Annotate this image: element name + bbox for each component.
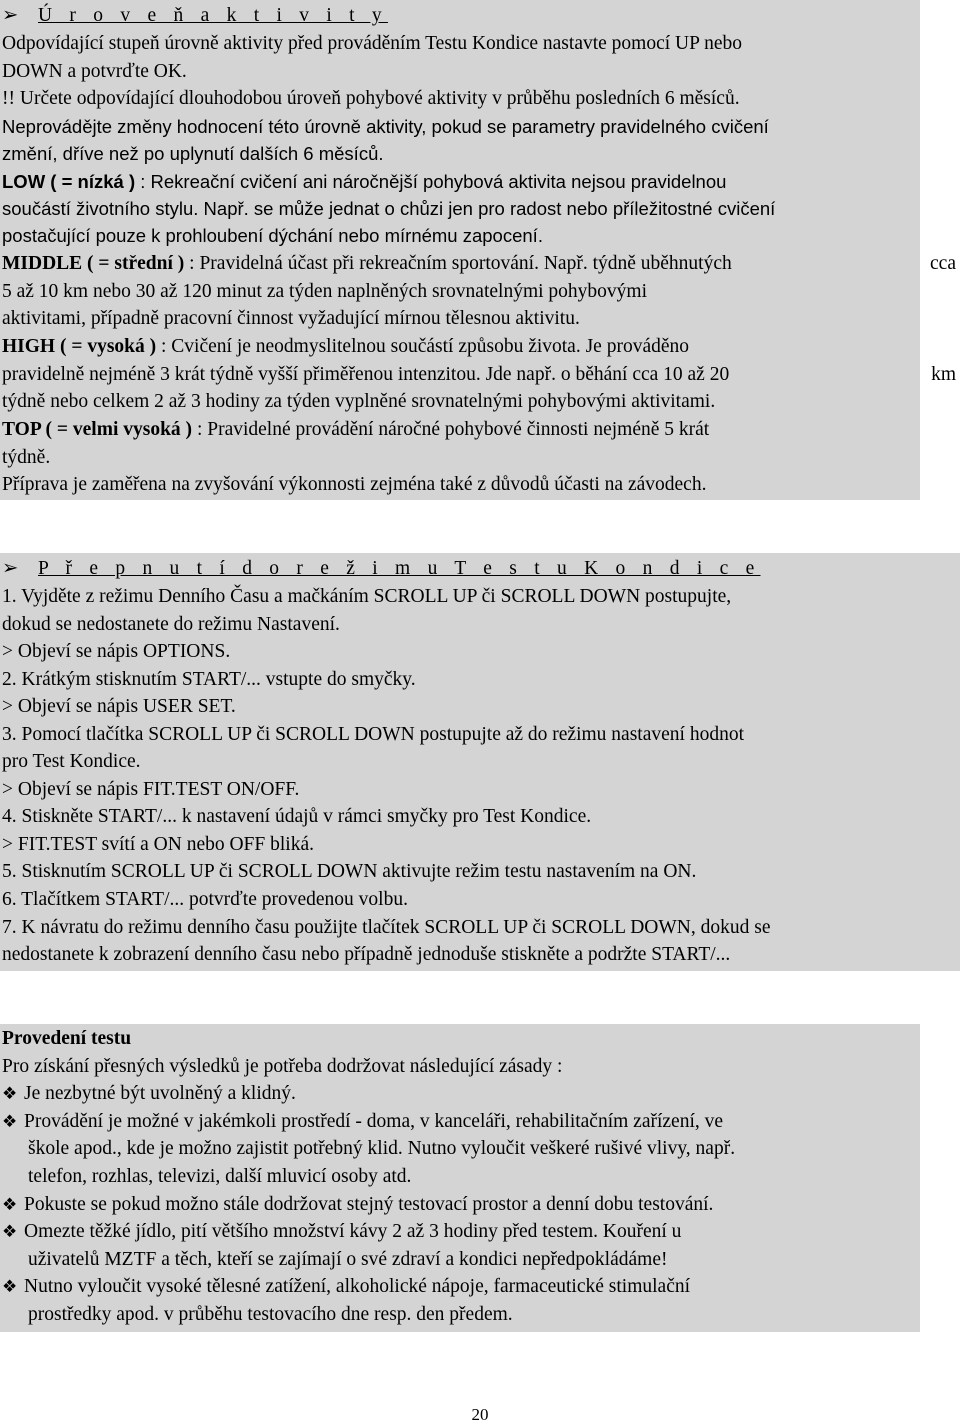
list-item-continuation: telefon, rozhlas, televizi, další mluvicí osoby atd.	[28, 1166, 412, 1187]
diamond-bullet-icon: ❖	[2, 1222, 18, 1241]
text-line: součástí životního stylu. Např. se může jednat o chůzi jen pro radost nebo příležitostné cvičení	[2, 198, 776, 219]
diamond-bullet-icon: ❖	[2, 1084, 18, 1103]
section-heading-activity: ➢ Ú r o v e ň a k t i v i t y	[2, 2, 388, 30]
list-item-continuation: prostředky apod. v průběhu testovacího dne resp. den předem.	[28, 1304, 513, 1325]
step-line: > Objeví se nápis FIT.TEST ON/OFF.	[2, 779, 300, 800]
page-number: 20	[471, 1405, 489, 1424]
level-low: LOW ( = nízká ) : Rekreační cvičení ani náročnější pohybová aktivita nejsou pravidelnou	[2, 171, 727, 192]
diamond-bullet-icon: ❖	[2, 1277, 18, 1296]
list-item-continuation: škole apod., kde je možno zajistit potřebný klid. Nutno vyloučit veškeré rušivé vlivy, např.	[28, 1138, 736, 1159]
level-low-label: LOW ( = nízká )	[2, 171, 136, 192]
text-line: Pro získání přesných výsledků je potřeba dodržovat následující zásady :	[2, 1056, 563, 1077]
arrow-bullet-icon: ➢	[2, 558, 19, 579]
level-top: TOP ( = velmi vysoká ) : Pravidelné provádění náročné pohybové činnosti nejméně 5 krát	[2, 419, 710, 440]
list-item: ❖ Pokuste se pokud možno stále dodržovat stejný testovací prostor a denní dobu testování.	[2, 1191, 713, 1219]
step-line: 6. Tlačítkem START/... potvrďte provedenou volbu.	[2, 889, 408, 910]
step-line: > FIT.TEST svítí a ON nebo OFF bliká.	[2, 834, 314, 855]
diamond-bullet-icon: ❖	[2, 1112, 18, 1131]
step-line: 2. Krátkým stisknutím START/... vstupte do smyčky.	[2, 669, 416, 690]
section-heading-switch: ➢ P ř e p n u t í d o r e ž i m u T e s t u K o n d i c e	[2, 555, 761, 583]
step-line: 3. Pomocí tlačítka SCROLL UP či SCROLL DOWN postupujte až do režimu nastavení hodnot	[2, 724, 744, 745]
level-high-label: HIGH ( = vysoká )	[2, 336, 157, 357]
section-test-procedure	[0, 1024, 920, 1332]
diamond-bullet-icon: ❖	[2, 1195, 18, 1214]
section-heading-procedure: Provedení testu	[2, 1028, 132, 1049]
text-line: DOWN a potvrďte OK.	[2, 61, 187, 82]
level-high: HIGH ( = vysoká ) : Cvičení je neodmyslitelnou součástí způsobu života. Je prováděno	[2, 336, 690, 357]
list-item: ❖ Je nezbytné být uvolněný a klidný.	[2, 1080, 296, 1108]
level-middle: MIDDLE ( = střední ) : Pravidelná účast při rekreačním sportování. Např. týdně uběhnutých	[2, 253, 732, 274]
text-line: týdně nebo celkem 2 až 3 hodiny za týden vyplněné srovnatelnými pohybovými aktivitami.	[2, 391, 716, 412]
text-line: postačující pouze k prohloubení dýchání nebo mírnému zapocení.	[2, 225, 543, 246]
note-line: Neprovádějte změny hodnocení této úrovně aktivity, pokud se parametry pravidelného cvičení	[2, 116, 769, 137]
overflow-word-km: km	[931, 364, 956, 385]
step-line: 7. K návratu do režimu denního času použijte tlačítek SCROLL UP či SCROLL DOWN, dokud se	[2, 917, 771, 938]
list-item-continuation: uživatelů MZTF a těch, kteří se zajímají o své zdraví a kondici nepředpokládáme!	[28, 1249, 668, 1270]
list-item: ❖ Omezte těžké jídlo, pití většího množství kávy 2 až 3 hodiny před testem. Kouření u	[2, 1218, 681, 1246]
text-line: pravidelně nejméně 3 krát týdně vyšší přiměřenou intenzitou. Jde např. o běhání cca 10 až 20	[2, 364, 730, 385]
section-activity-level	[0, 0, 920, 500]
level-top-label: TOP ( = velmi vysoká )	[2, 419, 193, 440]
warning-line: !! Určete odpovídající dlouhodobou úroveň pohybové aktivity v průběhu posledních 6 měsíců.	[2, 88, 740, 109]
level-middle-label: MIDDLE ( = střední )	[2, 253, 185, 274]
text-line: aktivitami, případně pracovní činnost vyžadující mírnou tělesnou aktivitu.	[2, 308, 580, 329]
note-line: změní, dříve než po uplynutí dalších 6 měsíců.	[2, 143, 384, 164]
list-item: ❖ Nutno vyloučit vysoké tělesné zatížení, alkoholické nápoje, farmaceutické stimulační	[2, 1273, 690, 1301]
text-line: týdně.	[2, 447, 51, 468]
step-line: dokud se nedostanete do režimu Nastavení.	[2, 614, 340, 635]
step-line: 1. Vyjděte z režimu Denního Času a mačkáním SCROLL UP či SCROLL DOWN postupujte,	[2, 586, 732, 607]
step-line: pro Test Kondice.	[2, 751, 141, 772]
text-line: 5 až 10 km nebo 30 až 120 minut za týden naplněných srovnatelnými pohybovými	[2, 281, 647, 302]
step-line: nedostanete k zobrazení denního času nebo případně jednoduše stiskněte a podržte START/...	[2, 944, 731, 965]
step-line: 4. Stiskněte START/... k nastavení údajů v rámci smyčky pro Test Kondice.	[2, 806, 592, 827]
list-item: ❖ Provádění je možné v jakémkoli prostředí - doma, v kanceláři, rehabilitačním zařízení, ve	[2, 1108, 723, 1136]
arrow-bullet-icon: ➢	[2, 5, 19, 26]
section-fitness-test-mode	[0, 553, 960, 971]
text-line: Příprava je zaměřena na zvyšování výkonnosti zejména také z důvodů účasti na závodech.	[2, 474, 707, 495]
step-line: > Objeví se nápis OPTIONS.	[2, 641, 231, 662]
text-line: Odpovídající stupeň úrovně aktivity před prováděním Testu Kondice nastavte pomocí UP nebo	[2, 33, 743, 54]
overflow-word-cca: cca	[930, 253, 956, 274]
step-line: 5. Stisknutím SCROLL UP či SCROLL DOWN aktivujte režim testu nastavením na ON.	[2, 861, 697, 882]
step-line: > Objeví se nápis USER SET.	[2, 696, 236, 717]
